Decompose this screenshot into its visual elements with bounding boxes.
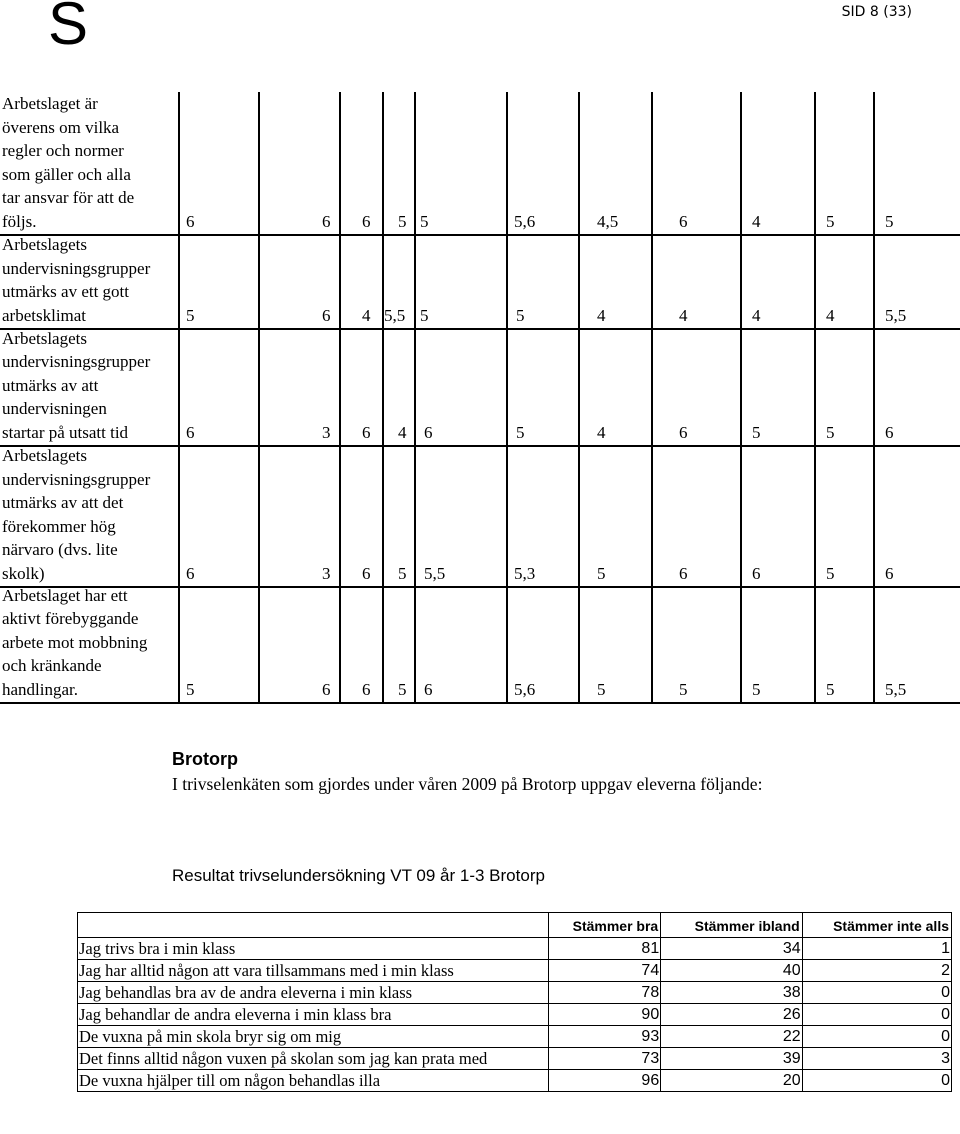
- grid-row-label: Arbetslaget är överens om vilka regler och normer som gäller och alla tar ansvar för att de följs.: [2, 94, 135, 231]
- results-header-row: [78, 913, 952, 938]
- table-row: [78, 938, 952, 960]
- grid-row: [0, 236, 960, 327]
- grid-cell: 6: [885, 563, 894, 583]
- grid-cell: 4,5: [597, 211, 619, 231]
- grid-cell: 6: [679, 211, 688, 231]
- grid-cell: 5,6: [514, 679, 536, 699]
- grid-cell: 5: [597, 563, 606, 583]
- grid-cell: 4: [826, 305, 835, 325]
- statement-cell: Jag trivs bra i min klass: [78, 938, 549, 960]
- value-cell: 22: [661, 1026, 802, 1048]
- value-cell: 93: [549, 1026, 661, 1048]
- grid-row: [0, 92, 960, 233]
- grid-cell: 5: [186, 305, 195, 325]
- grid-cell: 5: [420, 211, 429, 231]
- value-cell: 81: [549, 938, 661, 960]
- grid-row-label: Arbetslagets undervisningsgrupper utmärks av att det förekommer hög närvaro (dvs. lite skolk): [2, 446, 151, 583]
- grid-cell: 6: [885, 422, 894, 442]
- value-cell: 39: [661, 1048, 802, 1070]
- section-heading: Brotorp: [172, 749, 238, 769]
- grid-cell: 3: [322, 422, 331, 442]
- grid-cell: 4: [398, 422, 407, 442]
- table-row: [78, 1004, 952, 1026]
- grid-cell: 5: [826, 563, 835, 583]
- grid-cell: 5: [398, 679, 407, 699]
- statement-cell: Jag har alltid någon att vara tillsammans med i min klass: [78, 960, 549, 982]
- grid-row-label: Arbetslagets undervisningsgrupper utmärks av att undervisningen startar på utsatt tid: [2, 328, 151, 442]
- grid-cell: 5: [398, 563, 407, 583]
- grid-cell: 6: [752, 563, 761, 583]
- grid-cell: 4: [597, 422, 606, 442]
- grid-cell: 3: [322, 563, 331, 583]
- table-row: [78, 1070, 952, 1092]
- grid-row-label: Arbetslagets undervisningsgrupper utmärks av ett gott arbetsklimat: [2, 235, 151, 325]
- statement-cell: Jag behandlar de andra eleverna i min klass bra: [78, 1004, 549, 1026]
- grid-cell: 5: [516, 305, 525, 325]
- grid-cell: 5,5: [424, 563, 446, 583]
- table-row: [78, 1048, 952, 1070]
- value-cell: 0: [802, 1070, 951, 1092]
- column-header-disagree: Stämmer inte alls: [802, 913, 951, 938]
- grid-cell: 6: [322, 211, 331, 231]
- statement-column-header: [78, 913, 549, 938]
- grid-cell: 5: [826, 679, 835, 699]
- grid-cell: 5: [679, 679, 688, 699]
- table-row: [78, 1026, 952, 1048]
- statement-cell: De vuxna på min skola bryr sig om mig: [78, 1026, 549, 1048]
- grid-cell: 5,5: [384, 305, 406, 325]
- column-header-agree: Stämmer bra: [549, 913, 661, 938]
- value-cell: 40: [661, 960, 802, 982]
- grid-cell: 6: [362, 422, 371, 442]
- grid-table: [0, 92, 960, 704]
- grid-row-label: Arbetslaget har ett aktivt förebyggande arbete mot mobbning och kränkande handlingar.: [2, 585, 148, 699]
- value-cell: 1: [802, 938, 951, 960]
- grid-cell: 6: [362, 211, 371, 231]
- grid-cell: 4: [597, 305, 606, 325]
- grid-row: [0, 447, 960, 585]
- grid-cell: 5,3: [514, 563, 536, 583]
- value-cell: 3: [802, 1048, 951, 1070]
- grid-cell: 4: [752, 211, 761, 231]
- grid-cell: 6: [186, 563, 195, 583]
- grid-row-divider: [0, 702, 960, 704]
- value-cell: 38: [661, 982, 802, 1004]
- grid-cell: 5,5: [885, 305, 907, 325]
- grid-cell: 6: [679, 563, 688, 583]
- grid-cell: 6: [362, 679, 371, 699]
- grid-cell: 6: [679, 422, 688, 442]
- intro-paragraph: I trivselenkäten som gjordes under våren 2009 på Brotorp uppgav eleverna följande:: [172, 774, 763, 794]
- value-cell: 20: [661, 1070, 802, 1092]
- value-cell: 26: [661, 1004, 802, 1026]
- grid-cell: 5: [597, 679, 606, 699]
- value-cell: 74: [549, 960, 661, 982]
- grid-cell: 6: [362, 563, 371, 583]
- value-cell: 0: [802, 1004, 951, 1026]
- results-title: Resultat trivselundersökning VT 09 år 1-3 Brotorp: [172, 866, 545, 885]
- grid-cell: 6: [424, 679, 433, 699]
- grid-row: [0, 330, 960, 444]
- grid-cell: 5,5: [885, 679, 907, 699]
- value-cell: 0: [802, 982, 951, 1004]
- statement-cell: Det finns alltid någon vuxen på skolan som jag kan prata med: [78, 1048, 549, 1070]
- value-cell: 2: [802, 960, 951, 982]
- results-table: [77, 912, 952, 1092]
- grid-cell: 5: [516, 422, 525, 442]
- grid-cell: 5: [420, 305, 429, 325]
- school-logo-letter: S: [48, 0, 89, 57]
- value-cell: 0: [802, 1026, 951, 1048]
- column-header-sometimes: Stämmer ibland: [661, 913, 802, 938]
- grid-cell: 6: [424, 422, 433, 442]
- grid-cell: 5: [826, 211, 835, 231]
- grid-cell: 5: [826, 422, 835, 442]
- page-number: SID 8 (33): [841, 4, 912, 20]
- statement-cell: Jag behandlas bra av de andra eleverna i min klass: [78, 982, 549, 1004]
- table-row: [78, 982, 952, 1004]
- table-row: [78, 960, 952, 982]
- value-cell: 90: [549, 1004, 661, 1026]
- grid-cell: 6: [186, 211, 195, 231]
- grid-cell: 4: [362, 305, 371, 325]
- grid-cell: 5,6: [514, 211, 536, 231]
- value-cell: 78: [549, 982, 661, 1004]
- value-cell: 34: [661, 938, 802, 960]
- grid-row: [0, 585, 960, 701]
- value-cell: 96: [549, 1070, 661, 1092]
- grid-cell: 5: [885, 211, 894, 231]
- grid-cell: 6: [322, 679, 331, 699]
- value-cell: 73: [549, 1048, 661, 1070]
- grid-cell: 6: [186, 422, 195, 442]
- grid-cell: 5: [398, 211, 407, 231]
- grid-cell: 5: [752, 422, 761, 442]
- statement-cell: De vuxna hjälper till om någon behandlas illa: [78, 1070, 549, 1092]
- grid-cell: 4: [679, 305, 688, 325]
- grid-cell: 5: [752, 679, 761, 699]
- grid-cell: 5: [186, 679, 195, 699]
- grid-cell: 6: [322, 305, 331, 325]
- grid-cell: 4: [752, 305, 761, 325]
